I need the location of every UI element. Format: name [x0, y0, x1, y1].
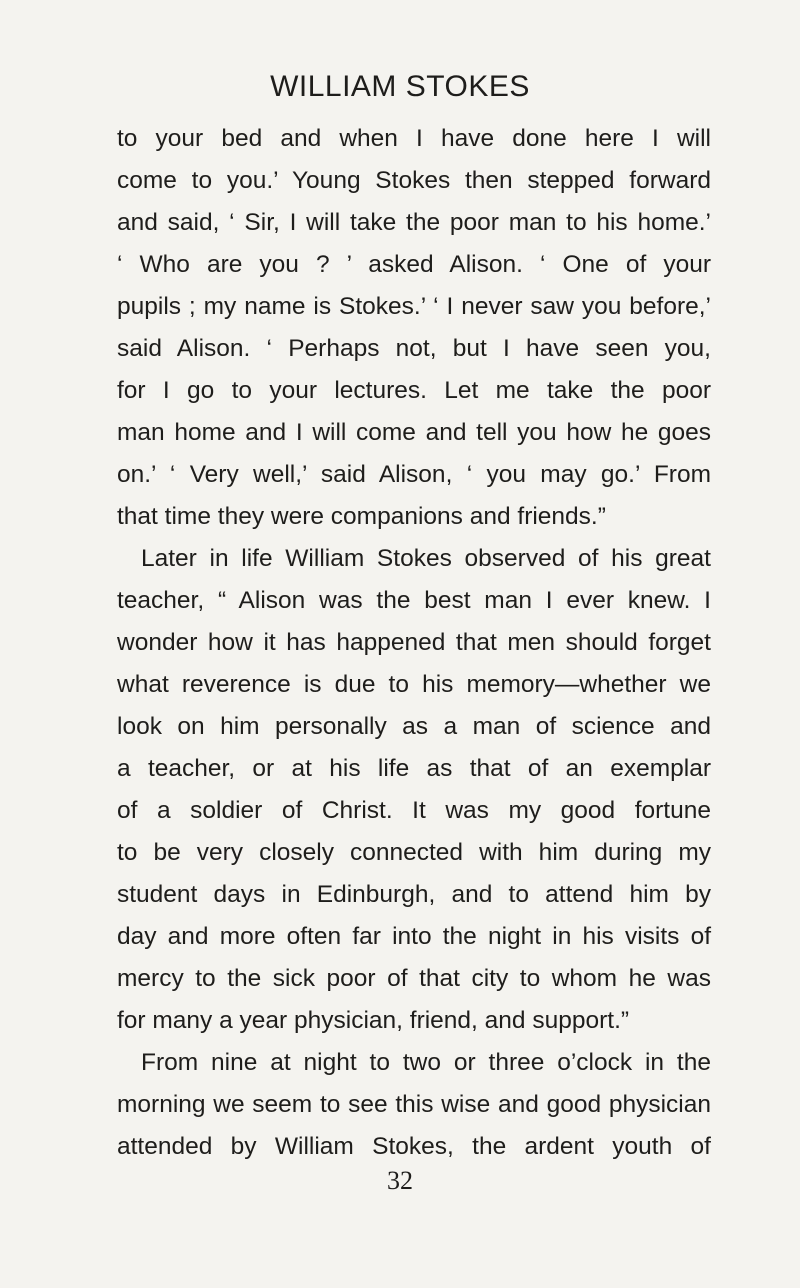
text-line: teacher, “ Alison was the best man I ever knew. I: [117, 587, 711, 614]
text-line: From nine at night to two or three o’clock in the: [141, 1049, 711, 1076]
page-number: 32: [387, 1166, 413, 1195]
text-line: come to you.’ Young Stokes then stepped forward: [117, 167, 711, 194]
text-line: what reverence is due to his memory—whether we: [117, 671, 711, 698]
body-text: [117, 118, 711, 1168]
running-head: WILLIAM STOKES: [270, 70, 530, 103]
text-line: pupils ; my name is Stokes.’ ‘ I never saw you before,’: [117, 293, 711, 320]
text-line: to your bed and when I have done here I will: [117, 125, 711, 152]
text-line: attended by William Stokes, the ardent youth of: [117, 1133, 711, 1160]
text-line: student days in Edinburgh, and to attend him by: [117, 881, 711, 908]
text-line: and said, ‘ Sir, I will take the poor man to his home.’: [117, 209, 711, 236]
text-line: man home and I will come and tell you how he goes: [117, 419, 711, 446]
text-line: Later in life William Stokes observed of his great: [141, 545, 711, 572]
text-line: for many a year physician, friend, and support.”: [117, 1007, 630, 1034]
text-line: of a soldier of Christ. It was my good fortune: [117, 797, 711, 824]
text-line: said Alison. ‘ Perhaps not, but I have seen you,: [117, 335, 711, 362]
text-line: mercy to the sick poor of that city to whom he was: [117, 965, 711, 992]
text-line: on.’ ‘ Very well,’ said Alison, ‘ you may go.’ From: [117, 461, 711, 488]
text-line: that time they were companions and friends.”: [117, 503, 606, 530]
text-line: day and more often far into the night in his visits of: [117, 923, 711, 950]
text-line: morning we seem to see this wise and good physician: [117, 1091, 711, 1118]
text-line: ‘ Who are you ? ’ asked Alison. ‘ One of your: [117, 251, 711, 278]
text-line: wonder how it has happened that men should forget: [117, 629, 711, 656]
text-line: for I go to your lectures. Let me take the poor: [117, 377, 711, 404]
text-line: a teacher, or at his life as that of an exemplar: [117, 755, 711, 782]
text-line: to be very closely connected with him during my: [117, 839, 711, 866]
text-line: look on him personally as a man of science and: [117, 713, 711, 740]
